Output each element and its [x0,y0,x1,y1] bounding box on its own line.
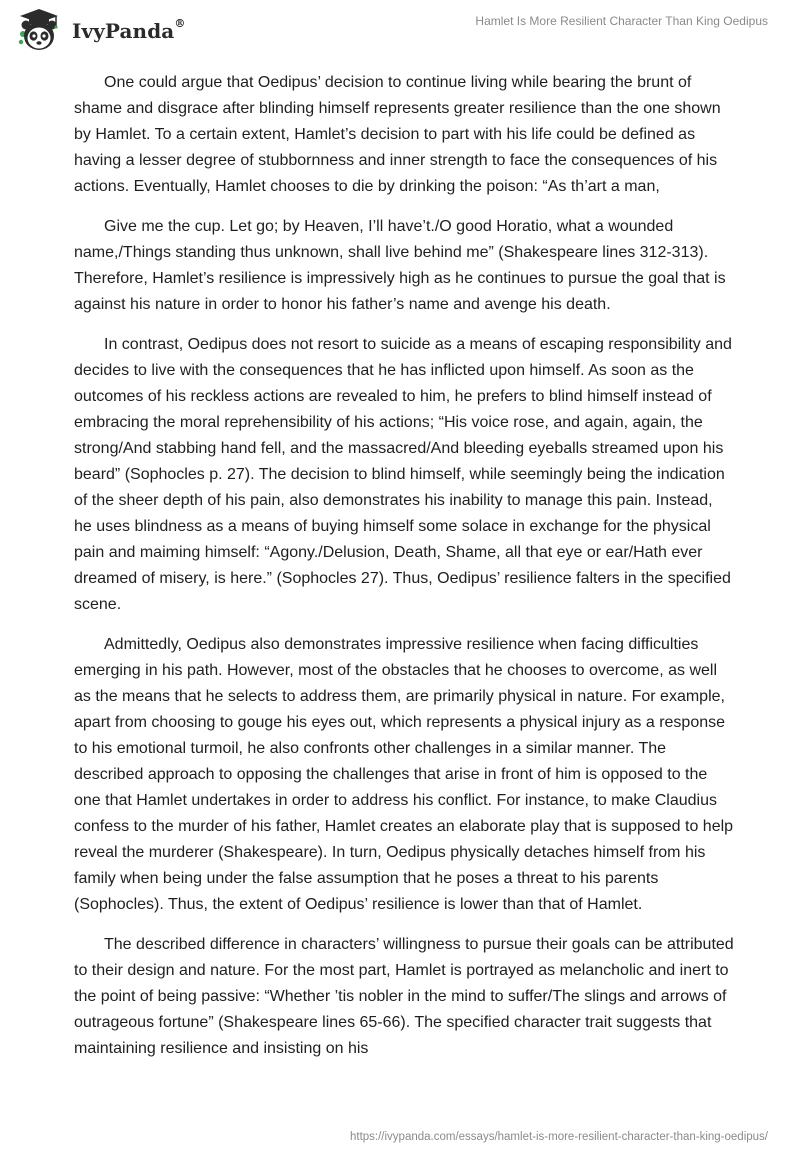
paragraph: Give me the cup. Let go; by Heaven, I’ll have’t./O good Horatio, what a wounded name,/Things standing thus unknown, shall live behind me” (Shakespeare lines 312-313). Therefore, Hamlet’s resilience is impressively high as he continues to pursue the goal that is against his nature in order to honor his father’s name and avenge his death. [74,218,726,313]
document-title: Hamlet Is More Resilient Character Than King Oedipus [475,14,768,28]
source-url-link[interactable]: https://ivypanda.com/essays/hamlet-is-more-resilient-character-than-king-oedipus/ [349,1131,768,1143]
essay-body [74,70,734,1076]
paragraph: Admittedly, Oedipus also demonstrates impressive resilience when facing difficulties emerging in his path. However, most of the obstacles that he chooses to overcome, as well as the means that he selects to address them, are primarily physical in nature. For example, apart from choosing to gouge his eyes out, which represents a physical injury as a response to his emotional turmoil, he also confronts other challenges in a similar manner. The described approach to opposing the challenges that arise in front of him is opposed to the one that Hamlet undertakes in order to address his conflict. For instance, to make Claudius confess to the murder of his father, Hamlet creates an elaborate play that is supposed to help reveal the murderer (Shakespeare). In turn, Oedipus physically detaches himself from his family when being under the false assumption that he poses a threat to his parents (Sophocles). Thus, the extent of Oedipus’ resilience is lower than that of Hamlet. [74,636,734,913]
brand-name: IvyPanda® [72,17,186,43]
paragraph: One could argue that Oedipus’ decision to continue living while bearing the brunt of shame and disgrace after blinding himself represents greater resilience than the one shown by Hamlet. To a certain extent, Hamlet’s decision to part with his life could be defined as having a lesser degree of stubbornness and inner strength to face the consequences of his actions. Eventually, Hamlet chooses to die by drinking the poison: “As th’art a man, [74,74,721,195]
paragraph: The described difference in characters’ willingness to pursue their goals can be attributed to their design and nature. For the most part, Hamlet is portrayed as melancholic and inert to the point of being passive: “Whether ’tis nobler in the mind to suffer/The slings and arrows of outrageous fortune” (Shakespeare lines 65-66). The specified character trait suggests that maintaining resilience and insisting on his [74,936,734,1057]
brand-logo[interactable] [14,6,185,54]
page-header [0,0,800,60]
panda-graduate-icon [14,6,64,54]
registered-mark: ® [174,17,186,30]
paragraph: In contrast, Oedipus does not resort to suicide as a means of escaping responsibility and decides to live with the consequences that he has inflicted upon himself. As soon as the outcomes of his reckless actions are revealed to him, he prefers to blind himself instead of embracing the moral reprehensibility of his actions; “His voice rose, and again, again, the strong/And stabbing hand fell, and the massacred/And bleeding eyeballs streamed upon his beard” (Sophocles p. 27). The decision to blind himself, while seemingly being the indication of the sheer depth of his pain, also demonstrates his inability to manage this pain. Instead, he uses blindness as a means of buying himself some solace in exchange for the physical pain and maiming himself: “Agony./Delusion, Death, Shame, all that eye or ear/Hath ever dreamed of misery, is here.” (Sophocles 27). Thus, Oedipus’ resilience falters in the specified scene. [74,336,732,613]
